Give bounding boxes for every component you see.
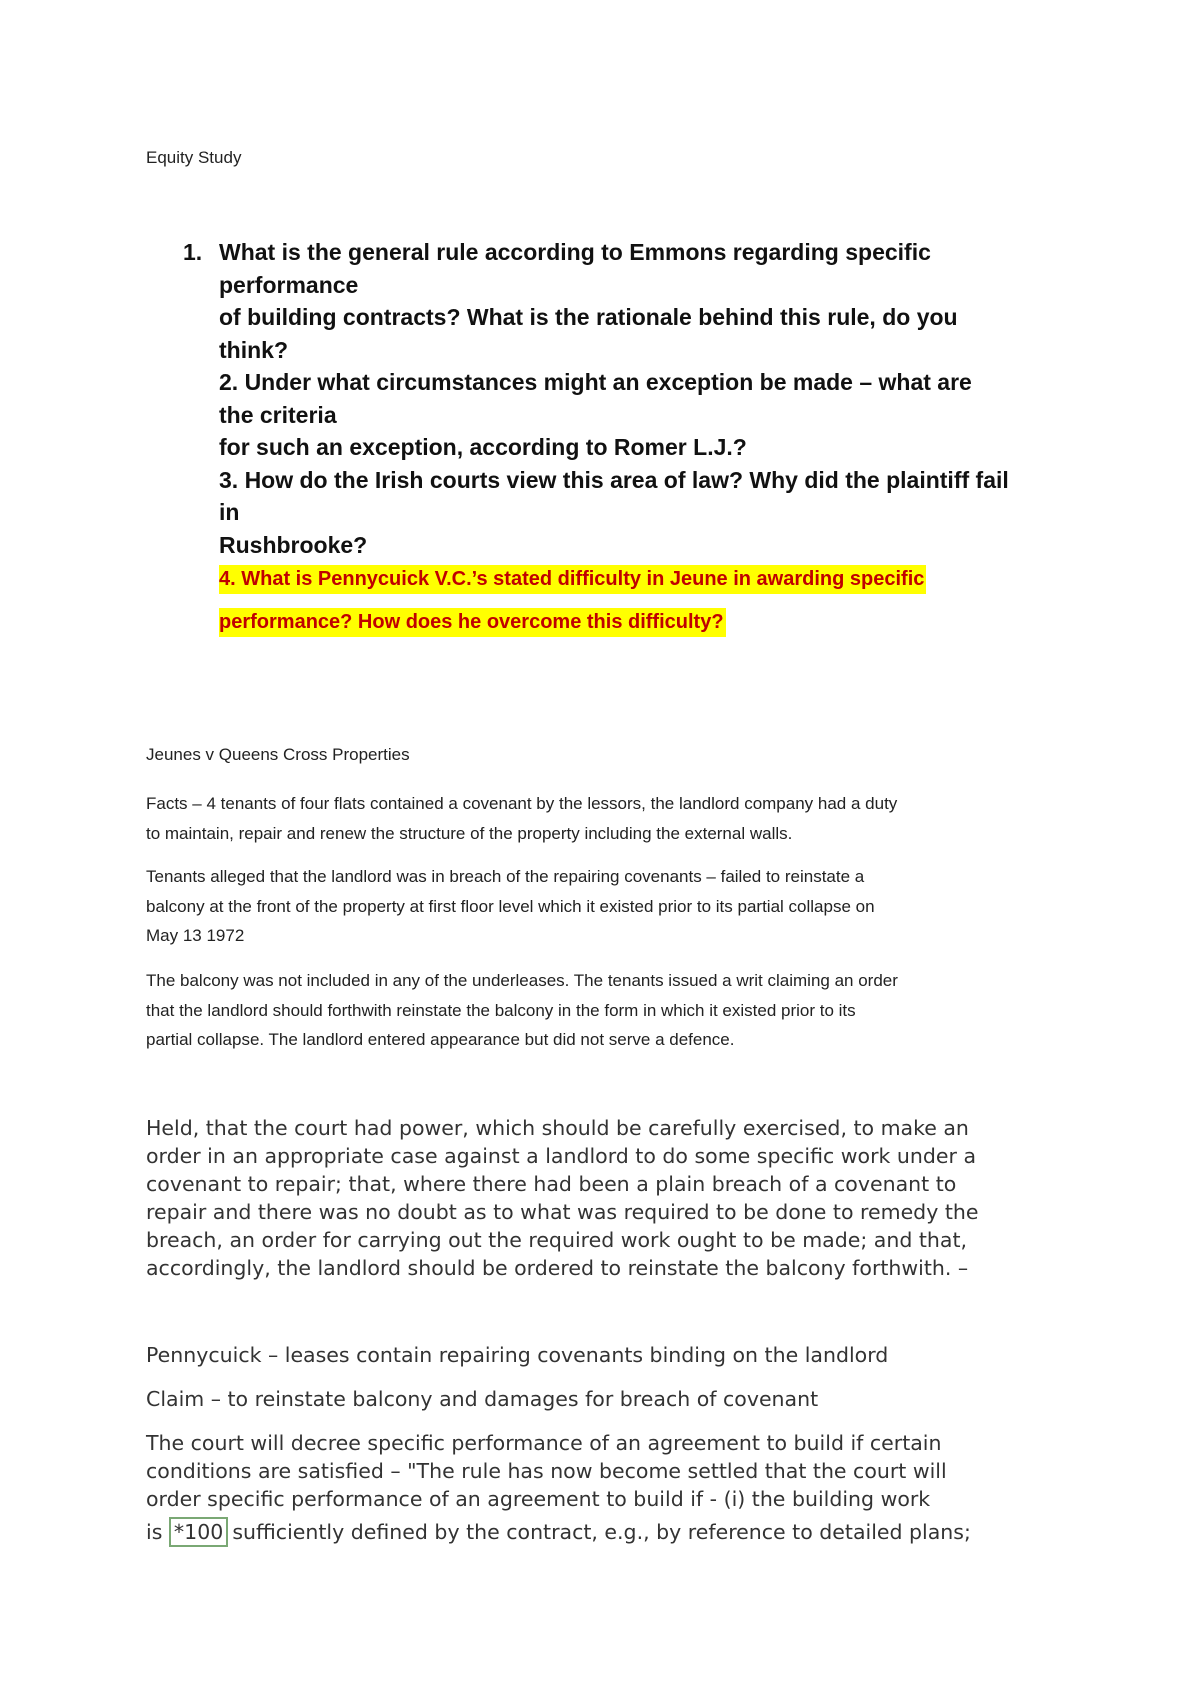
question-number: 1. (183, 239, 203, 265)
highlighted-line: performance? How does he overcome this difficulty? (219, 608, 726, 637)
paragraph-line: May 13 1972 (146, 926, 245, 945)
paragraph-line: Tenants alleged that the landlord was in breach of the repairing covenants – failed to reinstate a (146, 867, 865, 886)
question-line: for such an exception, according to Romer L.J.? (219, 434, 747, 460)
question-line: in (219, 499, 240, 525)
highlighted-line: 4. What is Pennycuick V.C.’s stated difficulty in Jeune in awarding specific (219, 565, 926, 594)
page-marker-box: *100 (169, 1517, 228, 1547)
paragraph-line: order specific performance of an agreement to build if - (i) the building work (146, 1487, 931, 1511)
paragraph-line: that the landlord should forthwith reinstate the balcony in the form in which it existed prior to its (146, 1000, 856, 1020)
paragraph-line: covenant to repair; that, where there had been a plain breach of a covenant to (146, 1172, 957, 1196)
paragraph-line: to maintain, repair and renew the structure of the property including the external walls. (146, 823, 793, 843)
line-suffix: sufficiently defined by the contract, e.g., by reference to detailed plans; (232, 1520, 971, 1544)
paragraph-line: Claim – to reinstate balcony and damages for breach of covenant (146, 1387, 819, 1411)
question-line: of building contracts? What is the rationale behind this rule, do you (219, 304, 958, 330)
facts-paragraph (146, 789, 1086, 848)
question-line: performance (219, 271, 359, 298)
question-line: What is the general rule according to Emmons regarding specific (219, 239, 931, 265)
paragraph-line: Pennycuick – leases contain repairing covenants binding on the landlord (146, 1343, 889, 1367)
line-prefix: is (146, 1520, 163, 1544)
pennycuick-paragraph (146, 1341, 1106, 1369)
paragraph-line: The court will decree specific performance of an agreement to build if certain (146, 1431, 942, 1455)
question-line: the criteria (219, 401, 337, 428)
paragraph-line: The balcony was not included in any of the underleases. The tenants issued a writ claiming an order (146, 971, 898, 990)
document-title: Equity Study (146, 148, 242, 167)
claim-paragraph (146, 1385, 1106, 1413)
paragraph-line: breach, an order for carrying out the required work ought to be made; and that, (146, 1228, 968, 1252)
question-lines (219, 236, 1063, 647)
question-line: 2. Under what circumstances might an exception be made – what are (219, 369, 972, 395)
paragraph-line: partial collapse. The landlord entered appearance but did not serve a defence. (146, 1030, 735, 1049)
balcony-paragraph (146, 966, 1086, 1055)
paragraph-line: balcony at the front of the property at first floor level which it existed prior to its partial collapse on (146, 896, 875, 916)
case-heading: Jeunes v Queens Cross Properties (146, 745, 410, 764)
paragraph-line: order in an appropriate case against a landlord to do some specific work under a (146, 1144, 977, 1168)
paragraph-line (146, 1517, 1106, 1547)
question-list (183, 236, 1063, 647)
question-line: think? (219, 336, 288, 363)
paragraph-line: accordingly, the landlord should be ordered to reinstate the balcony forthwith. – (146, 1256, 969, 1280)
held-paragraph (146, 1114, 1106, 1282)
allegation-paragraph (146, 862, 1086, 951)
question-line: 3. How do the Irish courts view this area of law? Why did the plaintiff fail (219, 466, 1009, 493)
question-line: Rushbrooke? (219, 531, 368, 558)
paragraph-line: conditions are satisfied – "The rule has now become settled that the court will (146, 1459, 947, 1483)
paragraph-line: Held, that the court had power, which should be carefully exercised, to make an (146, 1116, 969, 1140)
paragraph-line: repair and there was no doubt as to what was required to be done to remedy the (146, 1200, 979, 1224)
highlighted-question (219, 561, 1063, 647)
court-paragraph (146, 1429, 1106, 1547)
paragraph-line: Facts – 4 tenants of four flats contained a covenant by the lessors, the landlord company had a duty (146, 794, 898, 813)
